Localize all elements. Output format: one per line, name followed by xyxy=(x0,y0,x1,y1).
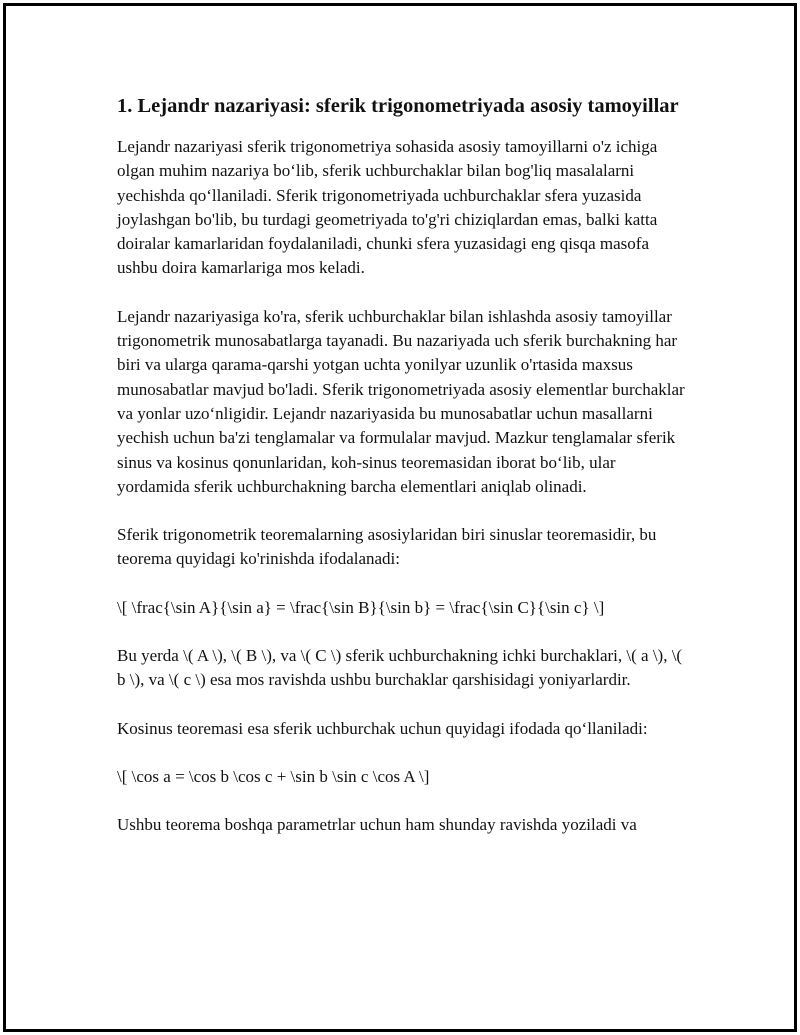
document-content xyxy=(117,92,692,862)
paragraph-theory: Lejandr nazariyasiga ko'ra, sferik uchburchaklar bilan ishlashda asosiy tamoyillar trigonometrik munosabatlarga tayanadi. Bu nazariyada uch sferik burchakning har biri va ularga qarama-qarshi yotgan uchta yonilyar uzunlik o'rtasida maxsus munosabatlar mavjud bo'ladi. Sferik trigonometriyada asosiy elementlar burchaklar va yonlar uzo‘nligidir. Lejandr nazariyasida bu munosabatlar uchun masallarni yechish uchun ba'zi tenglamalar va formulalar mavjud. Mazkur tenglamalar sferik sinus va kosinus qonunlaridan, koh-sinus teoremasidan iborat bo‘lib, ular yordamida sferik uchburchakning barcha elementlari aniqlab olinadi. xyxy=(117,306,685,496)
paragraph-sine-explanation: Bu yerda \( A \), \( B \), va \( C \) sferik uchburchakning ichki burchaklari, \( a \), \( b \), va \( c \) esa mos ravishda ushbu burchaklar qarshisidagi yoniyarlardir. xyxy=(117,646,683,690)
formula-cosine-law: \[ \cos a = \cos b \cos c + \sin b \sin c \cos A \] xyxy=(117,766,430,786)
section-heading: 1. Lejandr nazariyasi: sferik trigonometriyada asosiy tamoyillar xyxy=(117,95,679,117)
paragraph-cosine-intro: Kosinus teoremasi esa sferik uchburchak uchun quyidagi ifodada qo‘llaniladi: xyxy=(117,718,648,738)
paragraph-sine-intro: Sferik trigonometrik teoremalarning asosiylaridan biri sinuslar teoremasidir, bu teorema quyidagi ko'rinishda ifodalanadi: xyxy=(117,525,657,569)
formula-sine-law: \[ \frac{\sin A}{\sin a} = \frac{\sin B}{\sin b} = \frac{\sin C}{\sin c} \] xyxy=(117,597,605,617)
paragraph-continuation: Ushbu teorema boshqa parametrlar uchun ham shunday ravishda yoziladi va xyxy=(117,815,637,835)
paragraph-intro: Lejandr nazariyasi sferik trigonometriya sohasida asosiy tamoyillarni o'z ichiga olgan muhim nazariya bo‘lib, sferik uchburchaklar bilan bog'liq masalalarni yechishda qo‘llaniladi. Sferik trigonometriyada uchburchaklar sfera yuzasida joylashgan bo'lib, bu turdagi geometriyada to'g'ri chiziqlardan emas, balki katta doiralar kamarlaridan foydalaniladi, chunki sfera yuzasidagi eng qisqa masofa ushbu doira kamarlariga mos keladi. xyxy=(117,137,658,278)
